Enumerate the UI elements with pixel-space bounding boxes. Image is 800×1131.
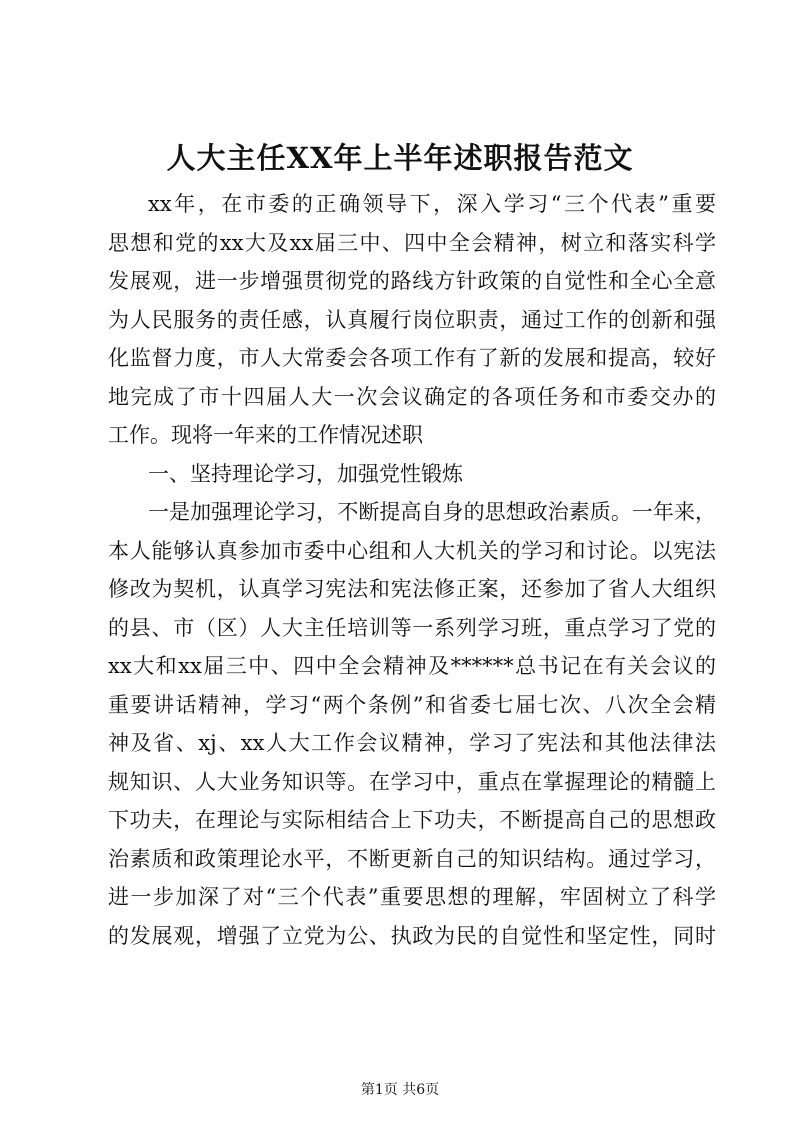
body-line: 规知识、人大业务知识等。在学习中，重点在掌握理论的精髓上 [108,769,716,794]
body-line: xx年，在市委的正确领导下，深入学习“三个代表”重要 [148,192,716,216]
body-line: 的发展观，增强了立党为公、执政为民的自觉性和坚定性，同时 [108,923,716,948]
body-line: 地完成了市十四届人大一次会议确定的各项任务和市委交办的 [108,384,716,409]
section-heading: 一、坚持理论学习，加强党性锻炼 [148,461,463,486]
document-title: 人大主任XX年上半年述职报告范文 [166,141,634,175]
body-line: 进一步加深了对“三个代表”重要思想的理解，牢固树立了科学 [108,885,716,909]
body-line: 神及省、xj、xx人大工作会议精神，学习了宪法和其他法律法 [108,731,716,755]
body-line: 思想和党的xx大及xx届三中、四中全会精神，树立和落实科学 [108,230,716,255]
body-line: 工作。现将一年来的工作情况述职 [108,423,423,447]
body-line: 化监督力度，市人大常委会各项工作有了新的发展和提高，较好 [108,346,716,370]
body-line: 为人民服务的责任感，认真履行岗位职责，通过工作的创新和强 [108,307,716,332]
body-line: 重要讲话精神，学习“两个条例”和省委七届七次、八次全会精 [108,692,716,717]
body-line: 的县、市（区）人大主任培训等一系列学习班，重点学习了党的 [108,615,716,640]
document-body [108,185,716,955]
body-line: 一是加强理论学习，不断提高自身的思想政治素质。一年来， [148,500,716,524]
body-line: 修改为契机，认真学习宪法和宪法修正案，还参加了省人大组织 [108,577,716,601]
body-line: 治素质和政策理论水平，不断更新自己的知识结构。通过学习， [108,846,716,871]
body-line: xx大和xx届三中、四中全会精神及******总书记在有关会议的 [108,654,716,678]
body-line: 下功夫，在理论与实际相结合上下功夫，不断提高自己的思想政 [108,808,716,832]
body-line: 发展观，进一步增强贯彻党的路线方针政策的自觉性和全心全意 [108,269,716,293]
body-line: 本人能够认真参加市委中心组和人大机关的学习和讨论。以宪法 [108,538,716,563]
page-footer: 第1页 共6页 [360,1082,440,1098]
